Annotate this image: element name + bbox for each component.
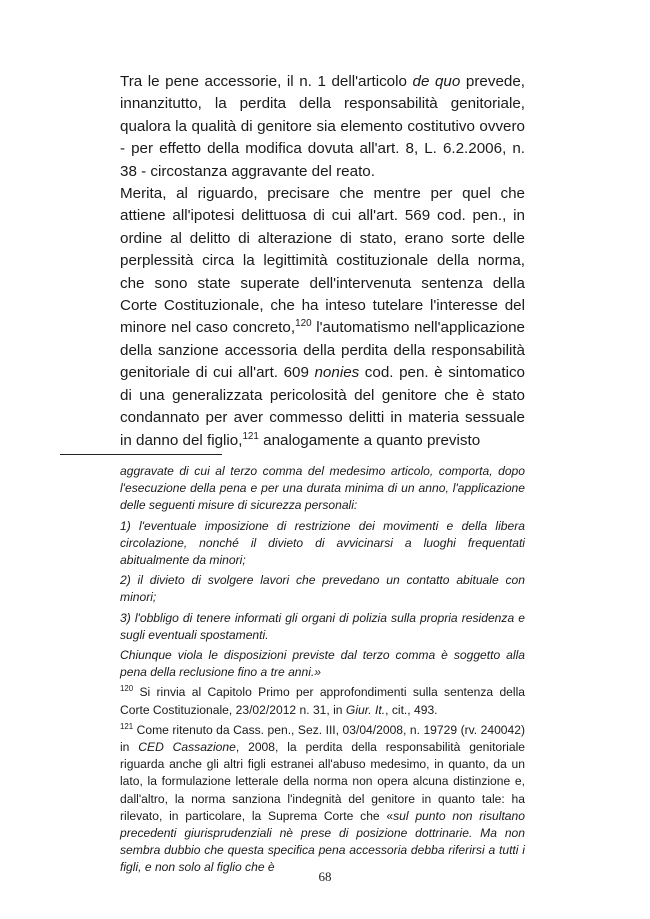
footnote-ref-121[interactable]: 121 (242, 430, 259, 442)
footnote-continuation-line: aggravate di cui al terzo comma del medesimo articolo, comporta, dopo l'esecuzione della pena e per una durata minima di un anno, l'applicazione delle seguenti misure di sicurezza personali: (120, 464, 525, 513)
footnotes (120, 463, 525, 880)
text-run: Tra le pene accessorie, il n. 1 dell'articolo (120, 73, 413, 90)
footnote-120 (120, 684, 525, 718)
text-run: cod. pen. è sintomatico di una generalizzata pericolosità del genitore che è stato condannato per aver commesso delitti in materia sessuale in danno del figlio, (120, 364, 526, 449)
page-number: 68 (318, 869, 332, 884)
footnote-continuation-line: 2) il divieto di svolgere lavori che prevedano un contatto abituale con minori; (120, 573, 525, 605)
text-run: , cit., 493. (385, 702, 438, 717)
main-body-text (120, 71, 525, 452)
italic-term: nonies (314, 364, 360, 382)
body-paragraph-2 (120, 183, 525, 452)
italic-term: CED Cassazione (138, 740, 236, 755)
italic-term: Giur. It. (345, 702, 386, 717)
text-run: Come ritenuto da Cass. pen., Sez. III, 03/04/2008, n. 19729 (rv. 240042) in (120, 722, 525, 755)
text-run: l'automatismo nell'applicazione della sanzione accessoria della perdita della responsabilità genitoriale di cui all'art. 609 (120, 319, 525, 382)
italic-quote: sul punto non risultano precedenti giurisprudenziali nè prese di posizione dottrinarie. Ma non sembra dubbio che questa specifica pena accessoria debba riferirsi a tutti i figli, e non solo al figlio che è (120, 808, 525, 875)
footnote-121 (120, 722, 525, 877)
footnote-ref-120[interactable]: 120 (295, 318, 312, 330)
text-run: prevede, innanzitutto, la perdita della responsabilità genitoriale, qualora la qualità di genitore sia elemento costitutivo ovvero - per effetto della modifica dovuta all'art. 8, L. 6.2.2006, n. 38 - circostanza aggravante del reato. (120, 73, 526, 180)
footnote-continuation-line: Chiunque viola le disposizioni previste dal terzo comma è soggetto alla pena della reclusione fino a tre anni.» (120, 648, 525, 680)
footnote-number: 121 (120, 721, 134, 731)
text-run: Si rinvia al Capitolo Primo per approfondimenti sulla sentenza della Corte Costituzionale, 23/02/2012 n. 31, in (120, 685, 525, 717)
footnote-number: 120 (120, 684, 134, 694)
footnote-separator (60, 454, 222, 455)
footnote-continuation-line: 3) l'obbligo di tenere informati gli organi di polizia sulla propria residenza e sugli eventuali spostamenti. (120, 610, 525, 642)
body-paragraph-1 (120, 71, 525, 183)
text-run: Merita, al riguardo, precisare che mentre per quel che attiene all'ipotesi delittuosa di cui all'art. 569 cod. pen., in ordine al delitto di alterazione di stato, erano sorte delle perplessità circa la legittimità costituzionale della norma, che sono state superate dell'intervenuta sentenza della Corte Costituzionale, che ha inteso tutelare l'interesse del minore nel caso concreto, (120, 185, 525, 337)
footnote-continuation-line: 1) l'eventuale imposizione di restrizione dei movimenti e della libera circolazione, nonché il divieto di avvicinarsi a luoghi frequentati abitualmente da minori; (120, 518, 525, 568)
text-run: analogamente a quanto previsto (258, 431, 481, 449)
italic-term: de quo (412, 73, 461, 90)
text-run: , 2008, la perdita della responsabilità genitoriale riguarda anche gli altri figli estranei all'abuso medesimo, in quanto, da un lato, la formulazione letterale della norma non opera alcuna distinzione e, dall'altro, la norma sanziona l'indegnità del genitore in quanto tale: ha rilevato, in particolare, la Suprema Corte che « (120, 740, 526, 823)
